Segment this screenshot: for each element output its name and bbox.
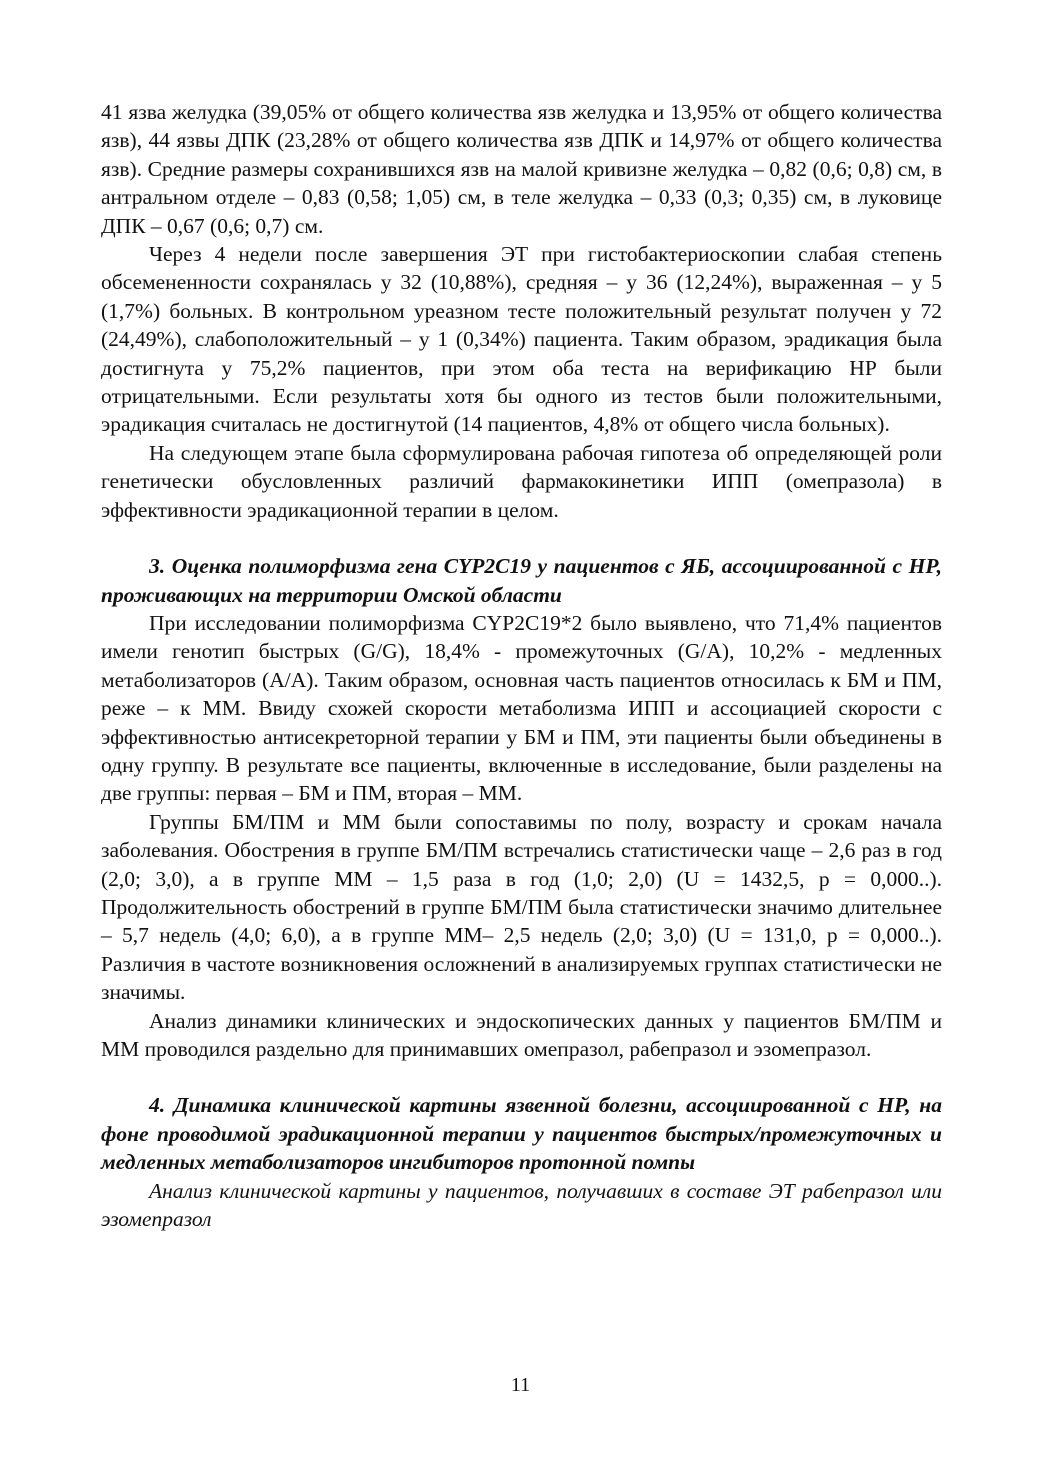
subsection-heading: Анализ клинической картины у пациентов, получавших в составе ЭТ рабепразол или эзомепразол <box>101 1178 942 1232</box>
paragraph-polymorphism: При исследовании полиморфизма CYP2C19*2 было выявлено, что 71,4% пациентов имели генотип быстрых (G/G), 18,4% - промежуточных (G/A), 10,2% - медленных метаболизаторов (A/A). Таким образом, основная часть пациентов относилась к БМ и ПМ, реже – к ММ. Ввиду схожей скорости метаболизма ИПП и ассоциацией скорости с эффективностью антисекреторной терапии у БМ и ПМ, эти пациенты были объединены в одну группу. В результате все пациенты, включенные в исследование, были разделены на две группы: первая – БМ и ПМ, вторая – ММ. <box>101 610 942 806</box>
section-heading-3: 3. Оценка полиморфизма гена CYP2C19 у пациентов с ЯБ, ассоциированной с НР, проживающих на территории Омской области <box>101 554 942 607</box>
paragraph-hypothesis: На следующем этапе была сформулирована рабочая гипотеза об определяющей роли генетически обусловленных различий фармакокинетики ИПП (омепразола) в эффективности эрадикационной терапии в целом. <box>101 440 942 522</box>
paragraph-ulcer-counts: 41 язва желудка (39,05% от общего количества язв желудка и 13,95% от общего количества язв), 44 язвы ДПК (23,28% от общего количества язв ДПК и 14,97% от общего количества язв). Средние размеры сохранившихся язв на малой кривизне желудка – 0,82 (0,6; 0,8) см, в антральном отделе – 0,83 (0,58; 1,05) см, в теле желудка – 0,33 (0,3; 0,35) см, в луковице ДПК – 0,67 (0,6; 0,7) см. <box>101 100 942 238</box>
page-number: 11 <box>510 1374 531 1396</box>
document-page <box>101 98 942 1233</box>
section-heading-4: 4. Динамика клинической картины язвенной болезни, ассоциированной с НР, на фоне проводимой эрадикационной терапии у пациентов быстрых/промежуточных и медленных метаболизаторов ингибиторов протонной помпы <box>101 1093 942 1175</box>
paragraph-histobacterioscopy: Через 4 недели после завершения ЭТ при гистобактериоскопии слабая степень обсемененности сохранялась у 32 (10,88%), средняя – у 36 (12,24%), выраженная – у 5 (1,7%) больных. В контрольном уреазном тесте положительный результат получен у 72 (24,49%), слабоположительный – у 1 (0,34%) пациента. Таким образом, эрадикация была достигнута у 75,2% пациентов, при этом оба теста на верификацию НР были отрицательными. Если результаты хотя бы одного из тестов были положительными, эрадикация считалась не достигнутой (14 пациентов, 4,8% от общего числа больных). <box>101 242 942 437</box>
paragraph-groups-comparison: Группы БМ/ПМ и ММ были сопоставимы по полу, возрасту и срокам начала заболевания. Обострения в группе БМ/ПМ встречались статистически чаще – 2,6 раз в год (2,0; 3,0), а в группе ММ – 1,5 раза в год (1,0; 2,0) (U = 1432,5, p = 0,000..). Продолжительность обострений в группе БМ/ПМ была статистически значимо длительнее – 5,7 недель (4,0; 6,0), а в группе ММ– 2,5 недель (2,0; 3,0) (U = 131,0, p = 0,000..). Различия в частоте возникновения осложнений в анализируемых группах статистически не значимы. <box>101 809 942 1005</box>
paragraph-dynamics-analysis: Анализ динамики клинических и эндоскопических данных у пациентов БМ/ПМ и ММ проводился раздельно для принимавших омепразол, рабепразол и эзомепразол. <box>101 1008 942 1061</box>
